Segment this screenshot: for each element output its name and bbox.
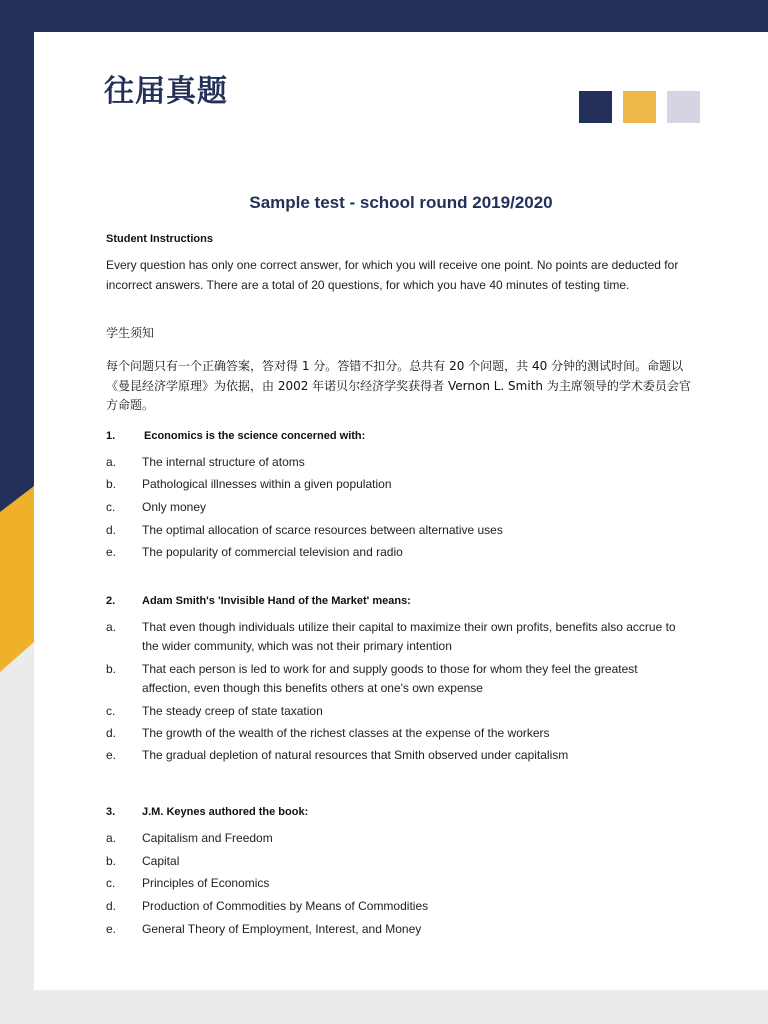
left-accent-band xyxy=(0,0,34,1024)
option-letter: a. xyxy=(106,831,117,845)
question-text: Adam Smith's 'Invisible Hand of the Market' means: xyxy=(142,595,411,607)
option-text: That even though individuals utilize their capital to maximize their own profits, benefits also accrue to the wider community, which was not their primary intention xyxy=(142,620,676,653)
question-number: 3. xyxy=(106,806,116,818)
document-title: Sample test - school round 2019/2020 xyxy=(249,193,553,212)
navy-square-decoration xyxy=(579,91,612,123)
option-text: Pathological illnesses within a given population xyxy=(142,477,392,491)
option-letter: e. xyxy=(106,922,117,936)
option-text: Production of Commodities by Means of Commodities xyxy=(142,899,429,913)
option-text: That each person is led to work for and supply goods to those for whom they feel the greatest affection, even though this benefits others at one's own expense xyxy=(142,662,638,695)
option-letter: b. xyxy=(106,854,117,868)
question-text: J.M. Keynes authored the book: xyxy=(142,806,309,818)
instructions-heading: Student Instructions xyxy=(106,233,213,245)
option-text: The internal structure of atoms xyxy=(142,455,305,469)
option-letter: e. xyxy=(106,748,117,762)
option-letter: d. xyxy=(106,523,117,537)
option-text: The optimal allocation of scarce resources between alternative uses xyxy=(142,523,503,537)
option-text: The steady creep of state taxation xyxy=(142,704,323,718)
question-number: 2. xyxy=(106,595,116,607)
gold-square-decoration xyxy=(623,91,656,123)
option-text: The gradual depletion of natural resources that Smith observed under capitalism xyxy=(142,748,569,762)
option-letter: a. xyxy=(106,455,117,469)
instructions-cn-heading: 学生须知 xyxy=(106,326,155,340)
question-number: 1. xyxy=(106,430,116,442)
page-header-title: 往届真题 xyxy=(104,74,228,109)
option-text: Capital xyxy=(142,854,180,868)
option-text: Principles of Economics xyxy=(142,876,270,890)
option-letter: c. xyxy=(106,876,116,890)
lavender-square-decoration xyxy=(667,91,700,123)
option-letter: c. xyxy=(106,704,116,718)
instructions-cn-text: 每个问题只有一个正确答案，答对得 1 分。答错不扣分。总共有 20 个问题，共 40 分钟的测试时间。命题以《曼昆经济学原理》为依据，由 2002 年诺贝尔经济学奖获得者 Vernon L. Smith 为主席领导的学术委员会官方命题。 xyxy=(106,359,691,412)
option-text: The growth of the wealth of the richest classes at the expense of the workers xyxy=(142,726,550,740)
question-text: Economics is the science concerned with: xyxy=(144,430,366,442)
option-letter: b. xyxy=(106,662,117,676)
option-text: General Theory of Employment, Interest, and Money xyxy=(142,922,422,936)
option-text: Only money xyxy=(142,500,207,514)
instructions-text: Every question has only one correct answer, for which you will receive one point. No points are deducted for incorrect answers. There are a total of 20 questions, for which you have 40 minutes of testing time. xyxy=(106,258,679,292)
option-letter: b. xyxy=(106,477,117,491)
option-letter: c. xyxy=(106,500,116,514)
option-letter: e. xyxy=(106,545,117,559)
option-text: Capitalism and Freedom xyxy=(142,831,273,845)
option-text: The popularity of commercial television and radio xyxy=(142,545,403,559)
option-letter: d. xyxy=(106,899,117,913)
top-band xyxy=(0,0,768,32)
option-letter: a. xyxy=(106,620,117,634)
option-letter: d. xyxy=(106,726,117,740)
